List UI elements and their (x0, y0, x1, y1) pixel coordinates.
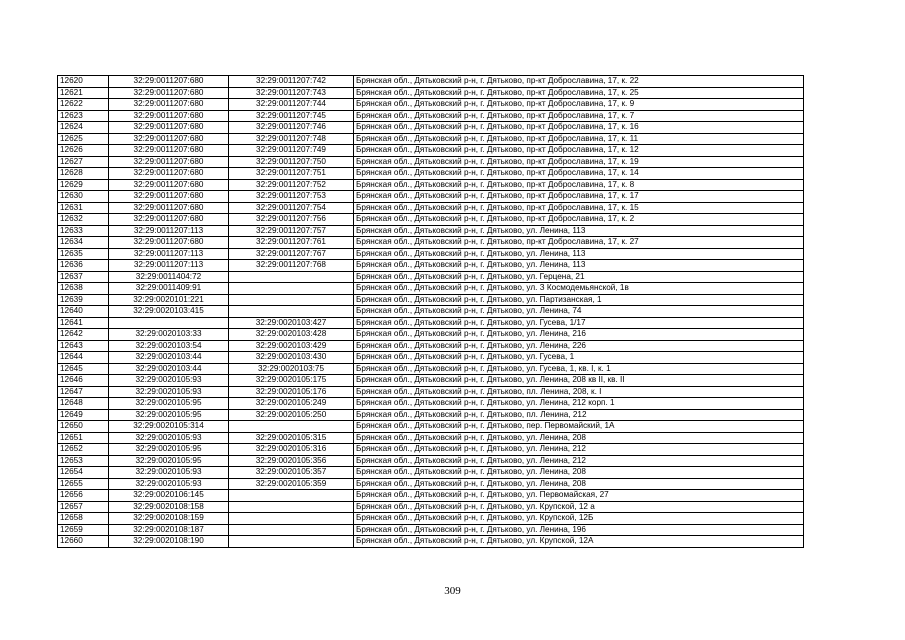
row-number-cell: 12630 (58, 191, 109, 203)
cadastral-number-cell: 32:29:0011207:752 (229, 179, 354, 191)
cadastral-number-cell (229, 536, 354, 548)
row-number-cell: 12642 (58, 329, 109, 341)
address-cell: Брянская обл., Дятьковский р-н, г. Дятьково, ул. Партизанская, 1 (354, 294, 804, 306)
cadastral-number-cell: 32:29:0011207:742 (229, 76, 354, 88)
address-cell: Брянская обл., Дятьковский р-н, г. Дятьково, пр-кт Доброславина, 17, к. 12 (354, 145, 804, 157)
parent-cadastral-number-cell: 32:29:0020108:159 (109, 513, 229, 525)
row-number-cell: 12644 (58, 352, 109, 364)
parent-cadastral-number-cell: 32:29:0020103:54 (109, 340, 229, 352)
cadastral-table-body (58, 76, 804, 548)
cadastral-number-cell: 32:29:0020105:176 (229, 386, 354, 398)
parent-cadastral-number-cell: 32:29:0011207:680 (109, 76, 229, 88)
address-cell: Брянская обл., Дятьковский р-н, г. Дятьково, пр-кт Доброславина, 17, к. 27 (354, 237, 804, 249)
table-row (58, 421, 804, 433)
table-row (58, 513, 804, 525)
parent-cadastral-number-cell: 32:29:0020103:44 (109, 352, 229, 364)
parent-cadastral-number-cell: 32:29:0011207:680 (109, 145, 229, 157)
parent-cadastral-number-cell: 32:29:0011207:680 (109, 110, 229, 122)
address-cell: Брянская обл., Дятьковский р-н, г. Дятьково, ул. Крупской, 12А (354, 536, 804, 548)
cadastral-number-cell: 32:29:0011207:748 (229, 133, 354, 145)
address-cell: Брянская обл., Дятьковский р-н, г. Дятьково, пр-кт Доброславина, 17, к. 2 (354, 214, 804, 226)
cadastral-number-cell: 32:29:0011207:761 (229, 237, 354, 249)
table-row (58, 432, 804, 444)
table-row (58, 340, 804, 352)
table-row (58, 536, 804, 548)
address-cell: Брянская обл., Дятьковский р-н, г. Дятьково, ул. Ленина, 226 (354, 340, 804, 352)
row-number-cell: 12632 (58, 214, 109, 226)
cadastral-number-cell: 32:29:0011207:745 (229, 110, 354, 122)
address-cell: Брянская обл., Дятьковский р-н, г. Дятьково, пр-кт Доброславина, 17, к. 11 (354, 133, 804, 145)
table-row (58, 501, 804, 513)
cadastral-table (57, 75, 804, 548)
table-row (58, 375, 804, 387)
address-cell: Брянская обл., Дятьковский р-н, г. Дятьково, ул. Крупской, 12 а (354, 501, 804, 513)
table-row (58, 386, 804, 398)
address-cell: Брянская обл., Дятьковский р-н, г. Дятьково, ул. Ленина, 216 (354, 329, 804, 341)
table-row (58, 294, 804, 306)
cadastral-number-cell (229, 501, 354, 513)
row-number-cell: 12646 (58, 375, 109, 387)
cadastral-number-cell (229, 513, 354, 525)
cadastral-number-cell: 32:29:0020105:249 (229, 398, 354, 410)
table-row (58, 122, 804, 134)
row-number-cell: 12634 (58, 237, 109, 249)
table-row (58, 444, 804, 456)
cadastral-number-cell: 32:29:0011207:768 (229, 260, 354, 272)
cadastral-number-cell: 32:29:0020103:429 (229, 340, 354, 352)
parent-cadastral-number-cell: 32:29:0020103:33 (109, 329, 229, 341)
parent-cadastral-number-cell (109, 317, 229, 329)
row-number-cell: 12631 (58, 202, 109, 214)
parent-cadastral-number-cell: 32:29:0020101:221 (109, 294, 229, 306)
parent-cadastral-number-cell: 32:29:0011207:680 (109, 122, 229, 134)
table-row (58, 398, 804, 410)
parent-cadastral-number-cell: 32:29:0011207:680 (109, 191, 229, 203)
table-row (58, 145, 804, 157)
parent-cadastral-number-cell: 32:29:0020108:187 (109, 524, 229, 536)
row-number-cell: 12622 (58, 99, 109, 111)
parent-cadastral-number-cell: 32:29:0011409:91 (109, 283, 229, 295)
row-number-cell: 12626 (58, 145, 109, 157)
row-number-cell: 12635 (58, 248, 109, 260)
table-row (58, 179, 804, 191)
address-cell: Брянская обл., Дятьковский р-н, г. Дятьково, ул. Ленина, 212 (354, 455, 804, 467)
row-number-cell: 12648 (58, 398, 109, 410)
parent-cadastral-number-cell: 32:29:0020105:93 (109, 375, 229, 387)
row-number-cell: 12657 (58, 501, 109, 513)
page-number: 309 (444, 585, 461, 597)
parent-cadastral-number-cell: 32:29:0020105:93 (109, 467, 229, 479)
table-row (58, 214, 804, 226)
table-row (58, 191, 804, 203)
address-cell: Брянская обл., Дятьковский р-н, г. Дятьково, пр-кт Доброславина, 17, к. 19 (354, 156, 804, 168)
cadastral-number-cell (229, 524, 354, 536)
table-row (58, 87, 804, 99)
row-number-cell: 12652 (58, 444, 109, 456)
row-number-cell: 12640 (58, 306, 109, 318)
row-number-cell: 12624 (58, 122, 109, 134)
address-cell: Брянская обл., Дятьковский р-н, г. Дятьково, пр-кт Доброславина, 17, к. 7 (354, 110, 804, 122)
cadastral-number-cell: 32:29:0011207:767 (229, 248, 354, 260)
row-number-cell: 12658 (58, 513, 109, 525)
cadastral-number-cell: 32:29:0011207:743 (229, 87, 354, 99)
row-number-cell: 12625 (58, 133, 109, 145)
cadastral-number-cell (229, 283, 354, 295)
parent-cadastral-number-cell: 32:29:0020105:314 (109, 421, 229, 433)
table-row (58, 490, 804, 502)
parent-cadastral-number-cell: 32:29:0020105:93 (109, 386, 229, 398)
address-cell: Брянская обл., Дятьковский р-н, г. Дятьково, пл. Ленина, 208, к. I (354, 386, 804, 398)
address-cell: Брянская обл., Дятьковский р-н, г. Дятьково, ул. Ленина, 113 (354, 248, 804, 260)
parent-cadastral-number-cell: 32:29:0020105:95 (109, 455, 229, 467)
cadastral-number-cell: 32:29:0011207:757 (229, 225, 354, 237)
address-cell: Брянская обл., Дятьковский р-н, г. Дятьково, пр-кт Доброславина, 17, к. 8 (354, 179, 804, 191)
parent-cadastral-number-cell: 32:29:0020105:93 (109, 432, 229, 444)
parent-cadastral-number-cell: 32:29:0020105:95 (109, 444, 229, 456)
row-number-cell: 12645 (58, 363, 109, 375)
cadastral-number-cell: 32:29:0020105:315 (229, 432, 354, 444)
table-row (58, 329, 804, 341)
parent-cadastral-number-cell: 32:29:0011404:72 (109, 271, 229, 283)
table-row (58, 283, 804, 295)
address-cell: Брянская обл., Дятьковский р-н, г. Дятьково, ул. Ленина, 208 (354, 478, 804, 490)
address-cell: Брянская обл., Дятьковский р-н, г. Дятьково, ул. Гусева, 1 (354, 352, 804, 364)
table-row (58, 271, 804, 283)
parent-cadastral-number-cell: 32:29:0011207:680 (109, 133, 229, 145)
address-cell: Брянская обл., Дятьковский р-н, г. Дятьково, ул. Ленина, 208 кв II, кв. II (354, 375, 804, 387)
table-row (58, 306, 804, 318)
address-cell: Брянская обл., Дятьковский р-н, г. Дятьково, ул. Гусева, 1/17 (354, 317, 804, 329)
address-cell: Брянская обл., Дятьковский р-н, г. Дятьково, пр-кт Доброславина, 17, к. 14 (354, 168, 804, 180)
table-row (58, 237, 804, 249)
row-number-cell: 12647 (58, 386, 109, 398)
address-cell: Брянская обл., Дятьковский р-н, г. Дятьково, ул. Гусева, 1, кв. I, к. 1 (354, 363, 804, 375)
parent-cadastral-number-cell: 32:29:0020105:95 (109, 398, 229, 410)
table-row (58, 99, 804, 111)
parent-cadastral-number-cell: 32:29:0011207:113 (109, 225, 229, 237)
address-cell: Брянская обл., Дятьковский р-н, г. Дятьково, ул. Ленина, 212 корп. 1 (354, 398, 804, 410)
parent-cadastral-number-cell: 32:29:0011207:113 (109, 260, 229, 272)
parent-cadastral-number-cell: 32:29:0020108:158 (109, 501, 229, 513)
row-number-cell: 12627 (58, 156, 109, 168)
parent-cadastral-number-cell: 32:29:0011207:113 (109, 248, 229, 260)
address-cell: Брянская обл., Дятьковский р-н, г. Дятьково, ул. Ленина, 208 (354, 432, 804, 444)
cadastral-number-cell: 32:29:0020105:357 (229, 467, 354, 479)
parent-cadastral-number-cell: 32:29:0020105:93 (109, 478, 229, 490)
row-number-cell: 12620 (58, 76, 109, 88)
address-cell: Брянская обл., Дятьковский р-н, г. Дятьково, ул. Первомайская, 27 (354, 490, 804, 502)
parent-cadastral-number-cell: 32:29:0020105:95 (109, 409, 229, 421)
cadastral-number-cell: 32:29:0020105:250 (229, 409, 354, 421)
cadastral-number-cell (229, 421, 354, 433)
row-number-cell: 12649 (58, 409, 109, 421)
parent-cadastral-number-cell: 32:29:0011207:680 (109, 156, 229, 168)
cadastral-number-cell: 32:29:0020105:359 (229, 478, 354, 490)
row-number-cell: 12650 (58, 421, 109, 433)
address-cell: Брянская обл., Дятьковский р-н, г. Дятьково, ул. Ленина, 212 (354, 444, 804, 456)
row-number-cell: 12659 (58, 524, 109, 536)
row-number-cell: 12653 (58, 455, 109, 467)
row-number-cell: 12633 (58, 225, 109, 237)
address-cell: Брянская обл., Дятьковский р-н, г. Дятьково, пр-кт Доброславина, 17, к. 9 (354, 99, 804, 111)
parent-cadastral-number-cell: 32:29:0011207:680 (109, 87, 229, 99)
row-number-cell: 12621 (58, 87, 109, 99)
table-row (58, 110, 804, 122)
parent-cadastral-number-cell: 32:29:0011207:680 (109, 168, 229, 180)
cadastral-number-cell: 32:29:0020103:75 (229, 363, 354, 375)
cadastral-number-cell: 32:29:0011207:749 (229, 145, 354, 157)
cadastral-number-cell: 32:29:0020103:427 (229, 317, 354, 329)
row-number-cell: 12641 (58, 317, 109, 329)
row-number-cell: 12651 (58, 432, 109, 444)
row-number-cell: 12654 (58, 467, 109, 479)
table-row (58, 168, 804, 180)
parent-cadastral-number-cell: 32:29:0020106:145 (109, 490, 229, 502)
address-cell: Брянская обл., Дятьковский р-н, г. Дятьково, ул. Крупской, 12Б (354, 513, 804, 525)
table-row (58, 363, 804, 375)
table-row (58, 133, 804, 145)
row-number-cell: 12628 (58, 168, 109, 180)
table-row (58, 524, 804, 536)
address-cell: Брянская обл., Дятьковский р-н, г. Дятьково, ул. Ленина, 113 (354, 260, 804, 272)
parent-cadastral-number-cell: 32:29:0011207:680 (109, 237, 229, 249)
cadastral-number-cell: 32:29:0011207:756 (229, 214, 354, 226)
address-cell: Брянская обл., Дятьковский р-н, г. Дятьково, пр-кт Доброславина, 17, к. 25 (354, 87, 804, 99)
address-cell: Брянская обл., Дятьковский р-н, г. Дятьково, ул. Ленина, 208 (354, 467, 804, 479)
table-row (58, 260, 804, 272)
row-number-cell: 12638 (58, 283, 109, 295)
parent-cadastral-number-cell: 32:29:0011207:680 (109, 202, 229, 214)
parent-cadastral-number-cell: 32:29:0011207:680 (109, 179, 229, 191)
row-number-cell: 12643 (58, 340, 109, 352)
cadastral-number-cell: 32:29:0011207:746 (229, 122, 354, 134)
table-row (58, 202, 804, 214)
row-number-cell: 12655 (58, 478, 109, 490)
cadastral-number-cell (229, 490, 354, 502)
cadastral-number-cell: 32:29:0011207:751 (229, 168, 354, 180)
table-row (58, 156, 804, 168)
parent-cadastral-number-cell: 32:29:0020108:190 (109, 536, 229, 548)
row-number-cell: 12636 (58, 260, 109, 272)
address-cell: Брянская обл., Дятьковский р-н, г. Дятьково, пр-кт Доброславина, 17, к. 16 (354, 122, 804, 134)
table-row (58, 467, 804, 479)
cadastral-number-cell: 32:29:0011207:744 (229, 99, 354, 111)
address-cell: Брянская обл., Дятьковский р-н, г. Дятьково, пр-кт Доброславина, 17, к. 17 (354, 191, 804, 203)
cadastral-number-cell: 32:29:0020105:316 (229, 444, 354, 456)
cadastral-number-cell: 32:29:0020103:430 (229, 352, 354, 364)
row-number-cell: 12660 (58, 536, 109, 548)
row-number-cell: 12629 (58, 179, 109, 191)
table-row (58, 478, 804, 490)
address-cell: Брянская обл., Дятьковский р-н, г. Дятьково, пл. Ленина, 212 (354, 409, 804, 421)
address-cell: Брянская обл., Дятьковский р-н, г. Дятьково, ул. Герцена, 21 (354, 271, 804, 283)
row-number-cell: 12656 (58, 490, 109, 502)
table-row (58, 409, 804, 421)
row-number-cell: 12623 (58, 110, 109, 122)
table-row (58, 248, 804, 260)
cadastral-number-cell: 32:29:0020105:175 (229, 375, 354, 387)
table-row (58, 352, 804, 364)
cadastral-number-cell: 32:29:0011207:754 (229, 202, 354, 214)
cadastral-number-cell: 32:29:0011207:753 (229, 191, 354, 203)
row-number-cell: 12639 (58, 294, 109, 306)
address-cell: Брянская обл., Дятьковский р-н, г. Дятьково, ул. Ленина, 196 (354, 524, 804, 536)
parent-cadastral-number-cell: 32:29:0020103:415 (109, 306, 229, 318)
cadastral-number-cell (229, 271, 354, 283)
cadastral-number-cell (229, 294, 354, 306)
row-number-cell: 12637 (58, 271, 109, 283)
address-cell: Брянская обл., Дятьковский р-н, г. Дятьково, пер. Первомайский, 1А (354, 421, 804, 433)
parent-cadastral-number-cell: 32:29:0011207:680 (109, 99, 229, 111)
cadastral-number-cell: 32:29:0020105:356 (229, 455, 354, 467)
table-row (58, 455, 804, 467)
parent-cadastral-number-cell: 32:29:0011207:680 (109, 214, 229, 226)
table-row (58, 317, 804, 329)
address-cell: Брянская обл., Дятьковский р-н, г. Дятьково, пр-кт Доброславина, 17, к. 15 (354, 202, 804, 214)
table-row (58, 225, 804, 237)
parent-cadastral-number-cell: 32:29:0020103:44 (109, 363, 229, 375)
address-cell: Брянская обл., Дятьковский р-н, г. Дятьково, ул. Ленина, 113 (354, 225, 804, 237)
cadastral-number-cell: 32:29:0011207:750 (229, 156, 354, 168)
cadastral-number-cell: 32:29:0020103:428 (229, 329, 354, 341)
address-cell: Брянская обл., Дятьковский р-н, г. Дятьково, пр-кт Доброславина, 17, к. 22 (354, 76, 804, 88)
address-cell: Брянская обл., Дятьковский р-н, г. Дятьково, ул. Ленина, 74 (354, 306, 804, 318)
table-row (58, 76, 804, 88)
cadastral-number-cell (229, 306, 354, 318)
address-cell: Брянская обл., Дятьковский р-н, г. Дятьково, ул. З Космодемьянской, 1в (354, 283, 804, 295)
